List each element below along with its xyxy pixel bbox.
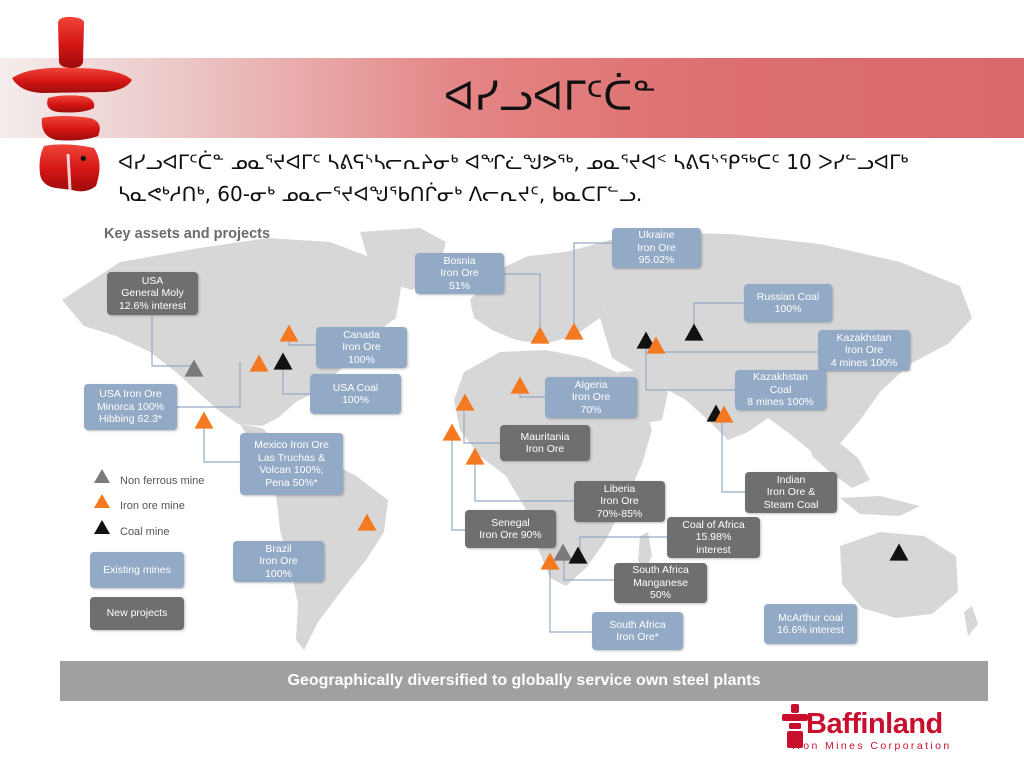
map-heading: Key assets and projects — [104, 226, 271, 242]
usa-iron-ore-label: USA Iron Ore Minorca 100% Hibbing 62.3* — [84, 384, 177, 430]
bosnia-iron-ore-label: Bosnia Iron Ore 51% — [415, 253, 504, 294]
kazakhstan-iron-ore-label: Kazakhstan Iron Ore 4 mines 100% — [818, 330, 910, 371]
mexico-iron-ore-label: Mexico Iron Ore Las Truchas & Volcan 100%; Pena 50%* — [240, 433, 343, 495]
indonesia-landmass — [840, 496, 920, 516]
senegal-iron-ore-label: Senegal Iron Ore 90% — [465, 510, 556, 548]
coal-of-africa-label: Coal of Africa 15.98% interest — [667, 517, 760, 558]
slide-title: ᐊᓯᓗᐊᒥᑦᑖᓐ — [443, 74, 657, 120]
iron-ore-mine-icon — [94, 494, 110, 508]
brazil-iron-ore-label: Brazil Iron Ore 100% — [233, 541, 324, 582]
bullet-text: ᐊᓯᓗᐊᒥᑦᑖᓐ ᓄᓇᕐᔪᐊᒥᑦ ᓴᕕᕋᔅᓴᓕᕆᔨᓂᒃ ᐊᖏᓛᖑᕗᖅ, ᓄᓇᕐᔪᐊᑉ ᓴᕕᕋᔅᕿᖅᑕᑦ 10 ᐳᓯᓪᓗᐊᒥᒃ ᓴᓇᕙᒃᓱᑎᒃ, 60-ᓂᒃ ᓄᓇᓕᕐᔪᐊᖑᖃᑎᒌᓂᒃ ᐱᓕᕆᔪᑦ, ᑲᓇᑕᒥᓪᓗ. — [118, 150, 909, 206]
mexico-iron-ore-marker — [195, 412, 214, 429]
usa-coal-label: USA Coal 100% — [310, 374, 401, 414]
company-tagline: Iron Mines Corporation — [792, 740, 952, 752]
legend-icons — [90, 466, 114, 542]
liberia-iron-ore-label: Liberia Iron Ore 70%-85% — [574, 481, 665, 522]
non-ferrous-mine-icon — [94, 469, 110, 483]
mcarthur-coal-label: McArthur coal 16.6% interest — [764, 604, 857, 644]
south-africa-iron-ore-label: South Africa Iron Ore* — [592, 612, 683, 650]
coal-mine-icon — [94, 520, 110, 534]
indian-iron-ore-steam-coal-label: Indian Iron Ore & Steam Coal — [745, 472, 837, 513]
legend-existing-mines: Existing mines — [90, 552, 184, 588]
legend-non-ferrous: Non ferrous mine — [120, 475, 205, 487]
mauritania-iron-ore-label: Mauritania Iron Ore — [500, 425, 590, 461]
russian-coal-label: Russian Coal 100% — [744, 284, 832, 322]
kazakhstan-coal-label: Kazakhstan Coal 8 mines 100% — [735, 370, 826, 410]
ukraine-iron-ore-label: Ukraine Iron Ore 95.02% — [612, 228, 701, 268]
legend-new-projects: New projects — [90, 597, 184, 630]
new-zealand-landmass — [964, 606, 978, 636]
inuksuk-logo-icon — [10, 14, 134, 196]
legend-iron-ore: Iron ore mine — [120, 500, 185, 512]
algeria-iron-ore-label: Algeria Iron Ore 70% — [545, 377, 637, 418]
senegal-iron-ore-marker — [443, 424, 462, 441]
canada-iron-ore-label: Canada Iron Ore 100% — [316, 327, 407, 368]
bullet-marker: • — [78, 149, 89, 170]
senegal-iron-ore-leader — [452, 432, 465, 530]
company-name: Baffinland — [806, 708, 943, 740]
south-africa-manganese-label: South Africa Manganese 50% — [614, 563, 707, 603]
legend-coal: Coal mine — [120, 526, 170, 538]
usa-general-moly-label: USA General Moly 12.6% interest — [107, 272, 198, 315]
footer-text: Geographically diversified to globally service own steel plants — [287, 672, 761, 689]
